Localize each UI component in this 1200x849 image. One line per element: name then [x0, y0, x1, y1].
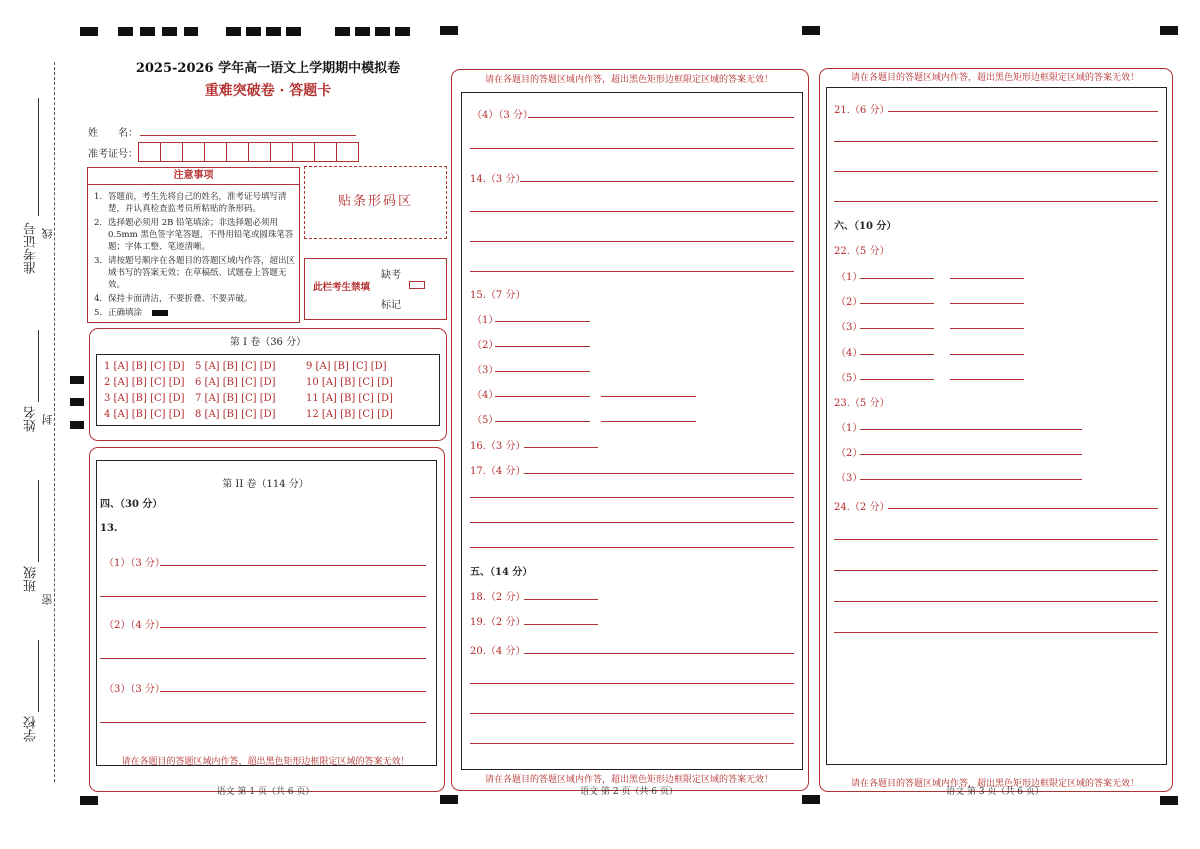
answer-line[interactable] — [470, 713, 794, 714]
q17-label: 17.（4 分） — [470, 466, 526, 477]
answer-line[interactable] — [601, 396, 696, 397]
answer-line[interactable] — [860, 303, 934, 304]
answer-line[interactable] — [860, 354, 934, 355]
answer-line[interactable] — [470, 522, 794, 523]
answer-line[interactable] — [160, 565, 426, 566]
notice-item: 2. 选择题必须用 2B 铅笔填涂；非选择题必须用 0.5mm 黑色签字笔答题，不得用铅笔或圆珠笔答题；字体工整、笔迹清晰。 — [94, 218, 294, 252]
timing-mark — [80, 796, 98, 805]
q22-sub-label: （5） — [836, 373, 863, 384]
choice-row[interactable]: 10 [A] [B] [C] [D] — [306, 377, 393, 388]
barcode-label: 贴条形码区 — [337, 194, 413, 209]
class-label: 班级 — [24, 566, 39, 592]
page-footer: 语文 第 1 页（共 6 页） — [216, 787, 315, 797]
notice-item: 5. 正确填涂 — [94, 307, 295, 319]
absent-box — [304, 258, 447, 320]
choice-row[interactable]: 8 [A] [B] [C] [D] — [195, 409, 276, 420]
q15-sub-label: （2） — [472, 340, 499, 351]
answer-line[interactable] — [470, 497, 794, 498]
page-footer: 语文 第 2 页（共 6 页） — [580, 787, 678, 797]
choice-row[interactable]: 7 [A] [B] [C] [D] — [195, 393, 276, 404]
answer-line[interactable] — [160, 627, 426, 628]
answer-line[interactable] — [834, 171, 1158, 172]
answer-line[interactable] — [495, 346, 590, 347]
choice-row[interactable]: 9 [A] [B] [C] [D] — [306, 361, 387, 372]
q23-sub-label: （2） — [836, 448, 863, 459]
timing-mark — [70, 421, 84, 429]
answer-line[interactable] — [950, 328, 1024, 329]
answer-line[interactable] — [470, 547, 794, 548]
id-write-line — [38, 98, 39, 216]
answer-line[interactable] — [470, 148, 794, 149]
answer-line[interactable] — [470, 241, 794, 242]
notice-box — [87, 167, 300, 323]
choice-row[interactable]: 1 [A] [B] [C] [D] — [104, 361, 185, 372]
card-subtitle: 重难突破卷 · 答题卡 — [204, 83, 332, 99]
choice-row[interactable]: 2 [A] [B] [C] [D] — [104, 377, 185, 388]
q13-4-label: （4）（3 分） — [472, 110, 533, 121]
name-field-label: 姓 名： — [88, 128, 138, 139]
answer-line[interactable] — [860, 278, 934, 279]
q23-sub-label: （1） — [836, 423, 863, 434]
page3-answer-frame — [826, 87, 1167, 765]
school-write-line — [38, 640, 39, 712]
q24-label: 24.（2 分） — [834, 502, 890, 513]
answer-line[interactable] — [950, 354, 1024, 355]
page2-answer-frame — [461, 92, 803, 770]
answer-line[interactable] — [524, 624, 598, 625]
answer-line[interactable] — [160, 691, 426, 692]
q23-sub-label: （3） — [836, 473, 863, 484]
choice-row[interactable]: 11 [A] [B] [C] [D] — [306, 393, 393, 404]
school-label: 学校 — [24, 716, 39, 742]
q13-2-label: （2）（4 分） — [104, 620, 165, 631]
answer-line[interactable] — [495, 396, 590, 397]
name-write-line — [38, 330, 39, 402]
answer-line[interactable] — [834, 632, 1158, 633]
q22-sub-label: （4） — [836, 348, 863, 359]
choice-row[interactable]: 3 [A] [B] [C] [D] — [104, 393, 185, 404]
answer-line[interactable] — [524, 599, 598, 600]
section-6-heading: 六、（10 分） — [834, 221, 897, 232]
q15-sub-label: （5） — [472, 415, 499, 426]
name-field-line[interactable] — [140, 135, 356, 136]
q14-label: 14.（3 分） — [470, 174, 526, 185]
answer-line[interactable] — [100, 596, 426, 597]
absent-mark-bottom: 标记 — [381, 300, 401, 311]
absent-mark-top: 缺考 — [381, 270, 401, 281]
boundary-warning: 请在各题目的答题区域内作答，超出黑色矩形边框限定区域的答案无效！ — [484, 775, 773, 785]
answer-line[interactable] — [888, 111, 1158, 112]
answer-line[interactable] — [834, 601, 1158, 602]
q15-sub-label: （3） — [472, 365, 499, 376]
q21-label: 21.（6 分） — [834, 105, 890, 116]
name-label: 姓名 — [24, 406, 39, 432]
q19-label: 19.（2 分） — [470, 617, 526, 628]
answer-line[interactable] — [601, 421, 696, 422]
timing-mark — [118, 27, 198, 36]
answer-line[interactable] — [860, 429, 1082, 430]
timing-mark — [80, 27, 98, 36]
seal-mi: 密 — [41, 594, 54, 605]
notice-item: 4. 保持卡面清洁，不要折叠、不要弄破。 — [94, 294, 253, 304]
choice-row[interactable]: 12 [A] [B] [C] [D] — [306, 409, 393, 420]
answer-line[interactable] — [524, 653, 794, 654]
q22-sub-label: （2） — [836, 297, 863, 308]
answer-line[interactable] — [495, 321, 590, 322]
answer-line[interactable] — [860, 379, 934, 380]
id-field-label: 准考证号： — [88, 149, 138, 160]
timing-mark — [226, 27, 301, 36]
timing-mark — [70, 398, 84, 406]
section-5-heading: 五、（14 分） — [470, 567, 533, 578]
timing-mark — [802, 26, 820, 35]
boundary-warning: 请在各题目的答题区域内作答，超出黑色矩形边框限定区域的答案无效！ — [850, 779, 1139, 789]
answer-line[interactable] — [860, 479, 1082, 480]
page-footer: 语文 第 3 页（共 6 页） — [946, 787, 1044, 797]
absent-label: 此栏考生禁填 — [313, 282, 371, 293]
choice-row[interactable]: 4 [A] [B] [C] [D] — [104, 409, 185, 420]
q22-sub-label: （1） — [836, 272, 863, 283]
q16-label: 16.（3 分） — [470, 441, 526, 452]
answer-line[interactable] — [528, 117, 794, 118]
part1-title: 第 I 卷（36 分） — [229, 337, 307, 348]
barcode-area — [304, 166, 447, 239]
answer-line[interactable] — [834, 539, 1158, 540]
choice-row[interactable]: 5 [A] [B] [C] [D] — [195, 361, 276, 372]
timing-mark — [1160, 796, 1178, 805]
answer-line[interactable] — [495, 421, 590, 422]
answer-line[interactable] — [860, 454, 1082, 455]
answer-line[interactable] — [834, 141, 1158, 142]
answer-line[interactable] — [860, 328, 934, 329]
answer-line[interactable] — [520, 181, 794, 182]
boundary-warning: 请在各题目的答题区域内作答，超出黑色矩形边框限定区域的答案无效！ — [484, 75, 773, 85]
q13-1-label: （1）（3 分） — [104, 558, 165, 569]
timing-mark — [1160, 26, 1178, 35]
answer-line[interactable] — [524, 447, 598, 448]
choice-row[interactable]: 6 [A] [B] [C] [D] — [195, 377, 276, 388]
answer-line[interactable] — [950, 278, 1024, 279]
q13-3-label: （3）（3 分） — [104, 684, 165, 695]
answer-line[interactable] — [470, 211, 794, 212]
answer-line[interactable] — [495, 371, 590, 372]
answer-line[interactable] — [950, 303, 1024, 304]
notice-item: 1. 答题前，考生先将自己的姓名，准考证号填写清楚，并认真检查监考员所粘贴的条形码。 — [94, 192, 287, 214]
notice-title: 注意事项 — [88, 168, 299, 185]
class-write-line — [38, 480, 39, 562]
q20-label: 20.（4 分） — [470, 646, 526, 657]
answer-line[interactable] — [834, 570, 1158, 571]
seal-xian: 线 — [41, 228, 54, 239]
q22-label: 22.（5 分） — [834, 246, 890, 257]
boundary-warning: 请在各题目的答题区域内作答，超出黑色矩形边框限定区域的答案无效！ — [121, 757, 410, 767]
q15-sub-label: （4） — [472, 390, 499, 401]
q15-sub-label: （1） — [472, 315, 499, 326]
answer-line[interactable] — [524, 473, 794, 474]
absent-checkbox[interactable] — [409, 281, 425, 289]
timing-mark — [335, 27, 410, 36]
part2-title: 第 II 卷（114 分） — [222, 479, 309, 490]
answer-line[interactable] — [470, 683, 794, 684]
answer-line[interactable] — [100, 658, 426, 659]
answer-line[interactable] — [834, 201, 1158, 202]
timing-mark — [440, 26, 458, 35]
q22-sub-label: （3） — [836, 322, 863, 333]
question-13-heading: 13. — [100, 523, 118, 534]
notice-item: 3. 请按题号顺序在各题目的答题区域内作答，超出区域书写的答案无效；在草稿纸、试题卷上答题无效。 — [94, 256, 296, 290]
answer-line[interactable] — [470, 743, 794, 744]
timing-mark — [70, 376, 84, 384]
answer-line[interactable] — [950, 379, 1024, 380]
boundary-warning: 请在各题目的答题区域内作答，超出黑色矩形边框限定区域的答案无效！ — [850, 73, 1139, 83]
id-digit-cells[interactable] — [139, 142, 359, 162]
q23-label: 23.（5 分） — [834, 398, 890, 409]
exam-title: 2025-2026 学年高一语文上学期期中模拟卷 — [135, 61, 401, 76]
student-id-label: 准考证号 — [24, 222, 39, 274]
answer-line[interactable] — [888, 508, 1158, 509]
filled-example-mark — [152, 310, 168, 316]
section-4-heading: 四、（30 分） — [100, 499, 163, 510]
q18-label: 18.（2 分） — [470, 592, 526, 603]
answer-line[interactable] — [470, 271, 794, 272]
q15-label: 15.（7 分） — [470, 290, 526, 301]
answer-line[interactable] — [100, 722, 426, 723]
seal-feng: 封 — [41, 414, 54, 425]
